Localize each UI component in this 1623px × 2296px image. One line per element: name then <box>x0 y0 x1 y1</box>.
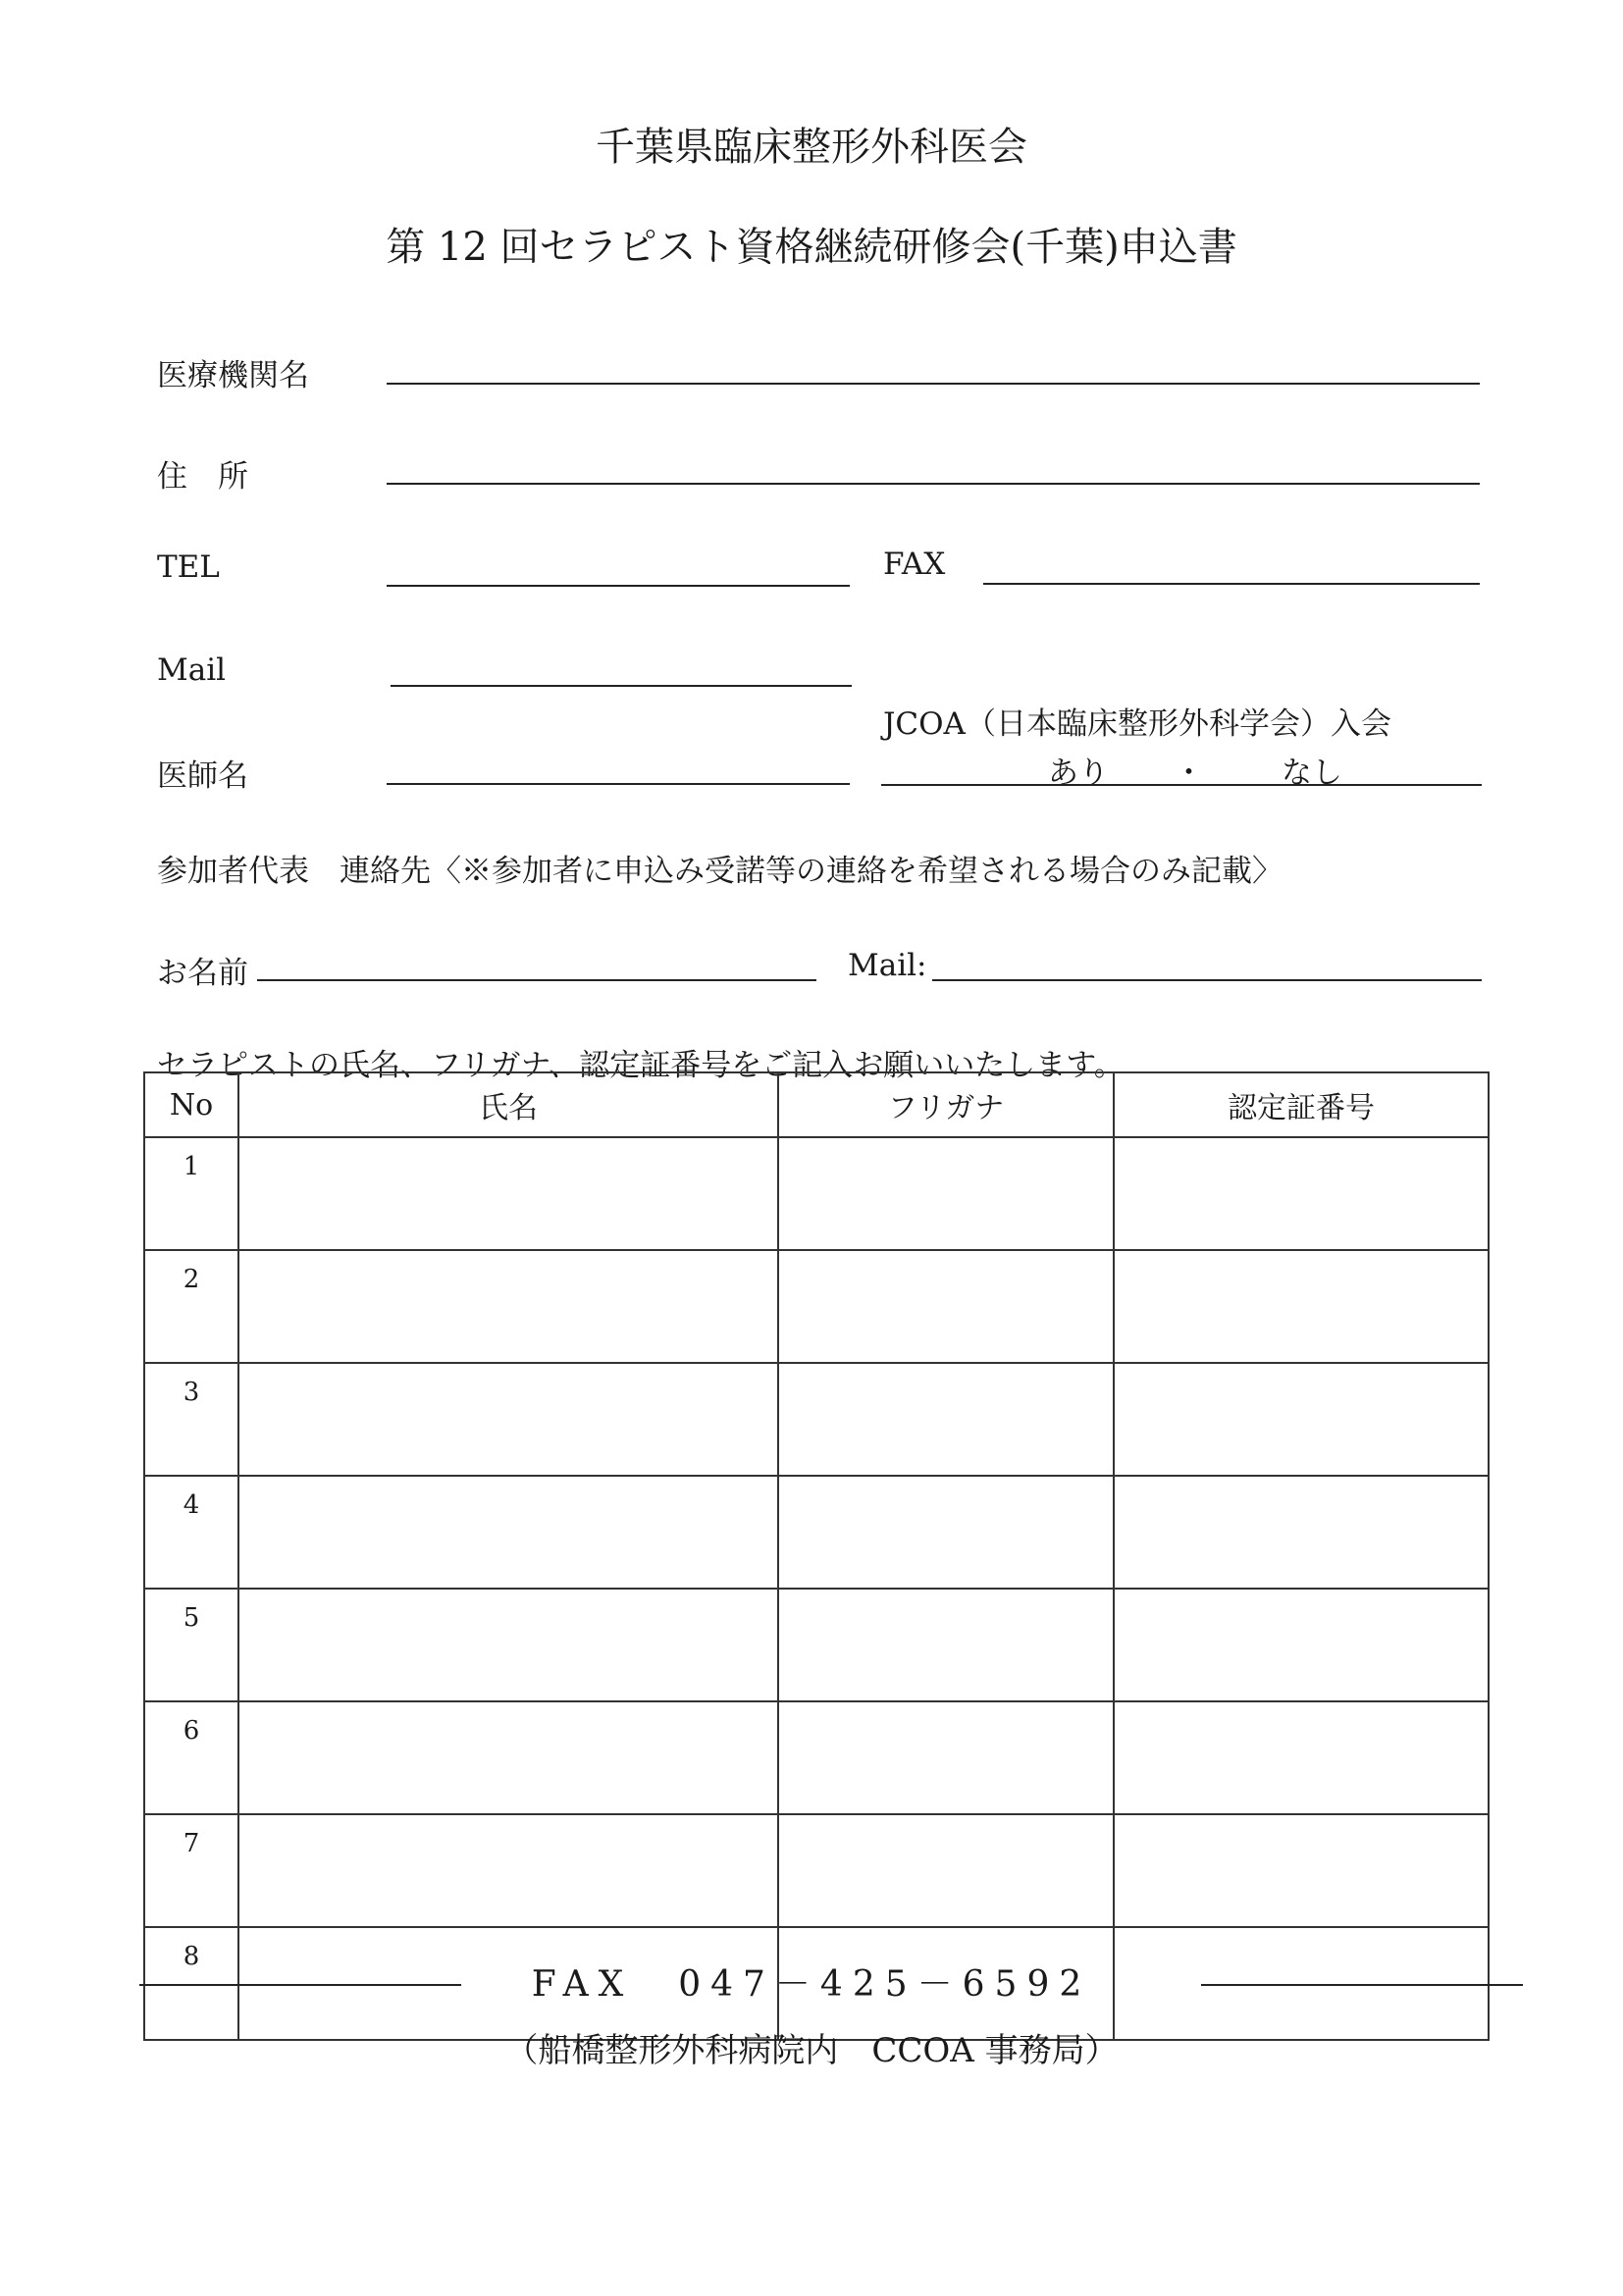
cert-number-cell[interactable] <box>1114 1476 1489 1589</box>
name-cell[interactable] <box>238 1814 778 1927</box>
institution-field[interactable] <box>387 383 1480 385</box>
cert-number-cell[interactable] <box>1114 1363 1489 1476</box>
table-header-row <box>144 1072 1489 1137</box>
cert-number-cell[interactable] <box>1114 1250 1489 1363</box>
address-field[interactable] <box>387 483 1480 485</box>
jcoa-label: JCOA（日本臨床整形外科学会）入会 <box>883 706 1391 742</box>
contact-mail-field[interactable] <box>932 979 1482 981</box>
name-cell[interactable] <box>238 1137 778 1250</box>
name-cell[interactable] <box>238 1589 778 1701</box>
row-number: 5 <box>144 1589 238 1701</box>
instructions: セラピストの氏名、フリガナ、認定証番号をご記入お願いいたします。 <box>157 1048 1125 1083</box>
jcoa-yes-option[interactable]: あり <box>1048 756 1109 791</box>
name-cell[interactable] <box>238 1250 778 1363</box>
row-number: 8 <box>144 1927 238 2040</box>
jcoa-no-option[interactable]: なし <box>1282 756 1342 791</box>
form-title: 第 12 回セラピスト資格継続研修会(千葉)申込書 <box>386 225 1237 270</box>
row-number: 2 <box>144 1250 238 1363</box>
name-cell[interactable] <box>238 1476 778 1589</box>
institution-label: 医療機関名 <box>157 358 309 393</box>
name-cell[interactable] <box>238 1363 778 1476</box>
contact-heading: 参加者代表 連絡先〈※参加者に申込み受諾等の連絡を希望される場合のみ記載〉 <box>157 854 1283 889</box>
fax-label: FAX <box>883 547 946 582</box>
tel-label: TEL <box>157 549 220 585</box>
name-cell[interactable] <box>238 1701 778 1814</box>
tel-field[interactable] <box>387 585 850 587</box>
cert-number-cell[interactable] <box>1114 1701 1489 1814</box>
organization-title: 千葉県臨床整形外科医会 <box>596 125 1027 170</box>
table-row <box>144 1250 1489 1363</box>
table-row <box>144 1814 1489 1927</box>
fax-field[interactable] <box>983 583 1480 585</box>
jcoa-underline <box>881 784 1482 786</box>
table-row <box>144 1363 1489 1476</box>
furigana-cell[interactable] <box>778 1589 1114 1701</box>
header-furigana: フリガナ <box>778 1072 1114 1137</box>
doctor-label: 医師名 <box>157 758 248 794</box>
therapist-table <box>143 1071 1490 2041</box>
footer-office: （船橋整形外科病院内 CCOA 事務局） <box>504 2031 1119 2070</box>
mail-field[interactable] <box>391 685 852 687</box>
table-row <box>144 1476 1489 1589</box>
header-no: No <box>144 1072 238 1137</box>
row-number: 1 <box>144 1137 238 1250</box>
mail-label: Mail <box>157 652 227 688</box>
table-row <box>144 1701 1489 1814</box>
cert-number-cell[interactable] <box>1114 1137 1489 1250</box>
row-number: 4 <box>144 1476 238 1589</box>
contact-name-label: お名前 <box>157 956 248 991</box>
jcoa-separator: ・ <box>1174 756 1204 791</box>
row-number: 6 <box>144 1701 238 1814</box>
row-number: 3 <box>144 1363 238 1476</box>
furigana-cell[interactable] <box>778 1814 1114 1927</box>
furigana-cell[interactable] <box>778 1250 1114 1363</box>
contact-name-field[interactable] <box>257 979 816 981</box>
furigana-cell[interactable] <box>778 1363 1114 1476</box>
footer-fax-number: FAX 047－425－6592 <box>531 1964 1092 2005</box>
contact-mail-label: Mail: <box>848 948 927 983</box>
row-number: 7 <box>144 1814 238 1927</box>
table-row <box>144 1589 1489 1701</box>
furigana-cell[interactable] <box>778 1476 1114 1589</box>
header-name: 氏名 <box>238 1072 778 1137</box>
cert-number-cell[interactable] <box>1114 1589 1489 1701</box>
doctor-field[interactable] <box>387 783 850 785</box>
cert-number-cell[interactable] <box>1114 1814 1489 1927</box>
address-label: 住 所 <box>157 459 248 495</box>
furigana-cell[interactable] <box>778 1701 1114 1814</box>
table-row <box>144 1137 1489 1250</box>
header-cert-number: 認定証番号 <box>1114 1072 1489 1137</box>
furigana-cell[interactable] <box>778 1137 1114 1250</box>
